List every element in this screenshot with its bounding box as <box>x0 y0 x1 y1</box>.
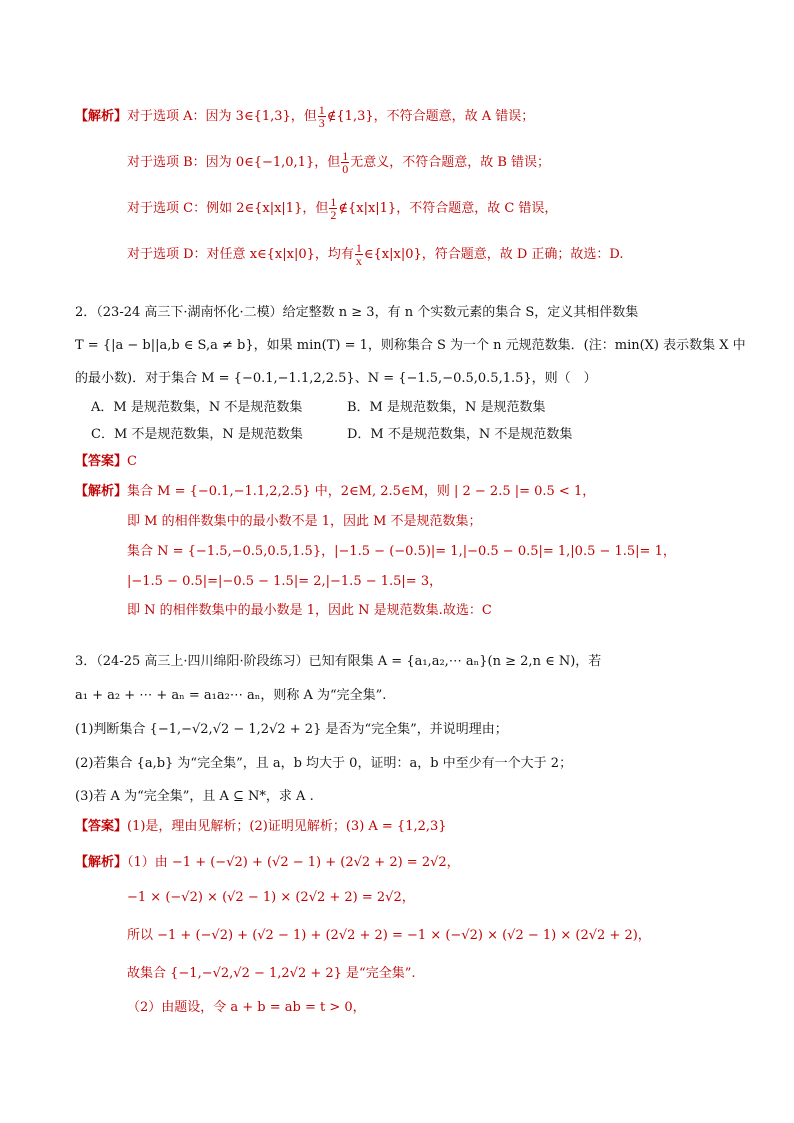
q3-solution-line-2: −1 × (−√2) × (√2 − 1) × (2√2 + 2) = 2√2， <box>127 890 415 905</box>
q3-solution-line-5: （2）由题设，令 a + b = ab = t > 0， <box>127 1000 366 1015</box>
answer-label: 【答案】 <box>75 454 128 469</box>
q2-solution-line-2: 即 M 的相伴数集中的最小数不是 1，因此 M 不是规范数集； <box>127 514 482 529</box>
q2-option-b: B．M 是规范数集，N 是规范数集 <box>347 400 546 415</box>
p1-line-2-text-b: 无意义，不符合题意，故 B 错误； <box>350 155 551 170</box>
q3-solution-line-3: 所以 −1 + (−√2) + (√2 − 1) + (2√2 + 2) = −1 × (−√2) × (√2 − 1) × (2√2 + 2)， <box>127 928 651 943</box>
q3-part-2: (2)若集合 {a,b} 为“完全集”，且 a，b 均大于 0，证明：a，b 中至少有一个大于 2； <box>75 756 573 771</box>
q3-solution-line-4: 故集合 {−1,−√2,√2 − 1,2√2 + 2} 是“完全集”. <box>127 966 416 981</box>
q2-stem-line-1: 2．（23-24 高三下·湖南怀化·二模）给定整数 n ≥ 3，有 n 个实数元素的集合 S，定义其相伴数集 <box>75 305 639 320</box>
answer-label: 【答案】 <box>75 819 128 834</box>
p1-line-4 <box>127 242 624 267</box>
p1-line-4-text-b: ∈{x|x|0}，符合题意，故 D 正确；故选：D. <box>363 247 624 262</box>
q2-answer <box>75 452 137 472</box>
q3-stem-line-2: a₁ + a₂ + ⋯ + aₙ = a₁a₂⋯ aₙ，则称 A 为“完全集”. <box>75 688 387 703</box>
p1-line-1-text-a: 对于选项 A：因为 3∈{1,3}，但 <box>127 109 317 124</box>
p1-line-3-text-b: ∉{x|x|1}，不符合题意，故 C 错误， <box>338 201 558 216</box>
q3-answer-value: (1)是，理由见解析；(2)证明见解析；(3) A = {1,2,3} <box>127 819 447 834</box>
q2-stem-line-3: 的最小数)．对于集合 M = {−0.1,−1.1,2,2.5}、N = {−1.5,−0.5,0.5,1.5}，则（ ） <box>75 371 597 386</box>
q2-solution-line-1-text: 集合 M = {−0.1,−1.1,2,2.5} 中，2∈M, 2.5∈M，则 | 2 − 2.5 |= 0.5 < 1， <box>127 484 596 499</box>
q3-answer <box>75 817 447 837</box>
q3-solution-line-1 <box>75 853 460 873</box>
q2-answer-value: C <box>127 454 137 469</box>
q2-option-d: D．M 不是规范数集，N 不是规范数集 <box>347 427 573 442</box>
q3-solution-line-1-text: （1）由 −1 + (−√2) + (√2 − 1) + (2√2 + 2) = 2√2， <box>127 855 460 870</box>
fraction-one-over-x: $\frac{1}{x}$ <box>355 241 362 268</box>
p1-line-4-text-a: 对于选项 D：对任意 x∈{x|x|0}，均有 <box>127 247 354 262</box>
fraction-one-third: $\frac{1}{3}$ <box>318 103 325 130</box>
analysis-label: 【解析】 <box>75 855 128 870</box>
q2-solution-line-1 <box>75 482 595 502</box>
p1-line-3 <box>127 196 557 221</box>
q2-solution-line-5: 即 N 的相伴数集中的最小数是 1，因此 N 是规范数集.故选：C <box>127 603 492 618</box>
fraction-one-zero: $\frac{1}{0}$ <box>342 149 349 176</box>
q2-stem-line-2: T = {|a − b||a,b ∈ S,a ≠ b}，如果 min(T) = 1，则称集合 S 为一个 n 元规范数集．(注：min(X) 表示数集 X 中 <box>75 338 746 353</box>
q2-solution-line-3: 集合 N = {−1.5,−0.5,0.5,1.5}，|−1.5 − (−0.5)|= 1,|−0.5 − 0.5|= 1,|0.5 − 1.5|= 1， <box>127 544 676 559</box>
analysis-label: 【解析】 <box>75 109 128 124</box>
q3-stem-line-1: 3．（24-25 高三上·四川绵阳·阶段练习）已知有限集 A = {a₁,a₂,⋯ aₙ}(n ≥ 2,n ∈ N)，若 <box>75 654 602 669</box>
p1-line-2-text-a: 对于选项 B：因为 0∈{−1,0,1}，但 <box>127 155 341 170</box>
p1-line-1 <box>75 104 534 129</box>
q2-solution-line-4: |−1.5 − 0.5|=|−0.5 − 1.5|= 2,|−1.5 − 1.5|= 3， <box>127 574 443 589</box>
q2-option-c: C．M 不是规范数集，N 是规范数集 <box>91 427 303 442</box>
p1-line-2 <box>127 150 550 175</box>
q3-part-1: (1)判断集合 {−1,−√2,√2 − 1,2√2 + 2} 是否为“完全集”，并说明理由； <box>75 722 508 737</box>
q3-part-3: (3)若 A 为“完全集”，且 A ⊆ N*，求 A . <box>75 789 314 804</box>
q2-option-a: A．M 是规范数集，N 不是规范数集 <box>91 400 303 415</box>
fraction-one-half: $\frac{1}{2}$ <box>330 195 337 222</box>
p1-line-3-text-a: 对于选项 C：例如 2∈{x|x|1}，但 <box>127 201 329 216</box>
p1-line-1-text-b: ∉{1,3}，不符合题意，故 A 错误； <box>326 109 535 124</box>
analysis-label: 【解析】 <box>75 484 128 499</box>
